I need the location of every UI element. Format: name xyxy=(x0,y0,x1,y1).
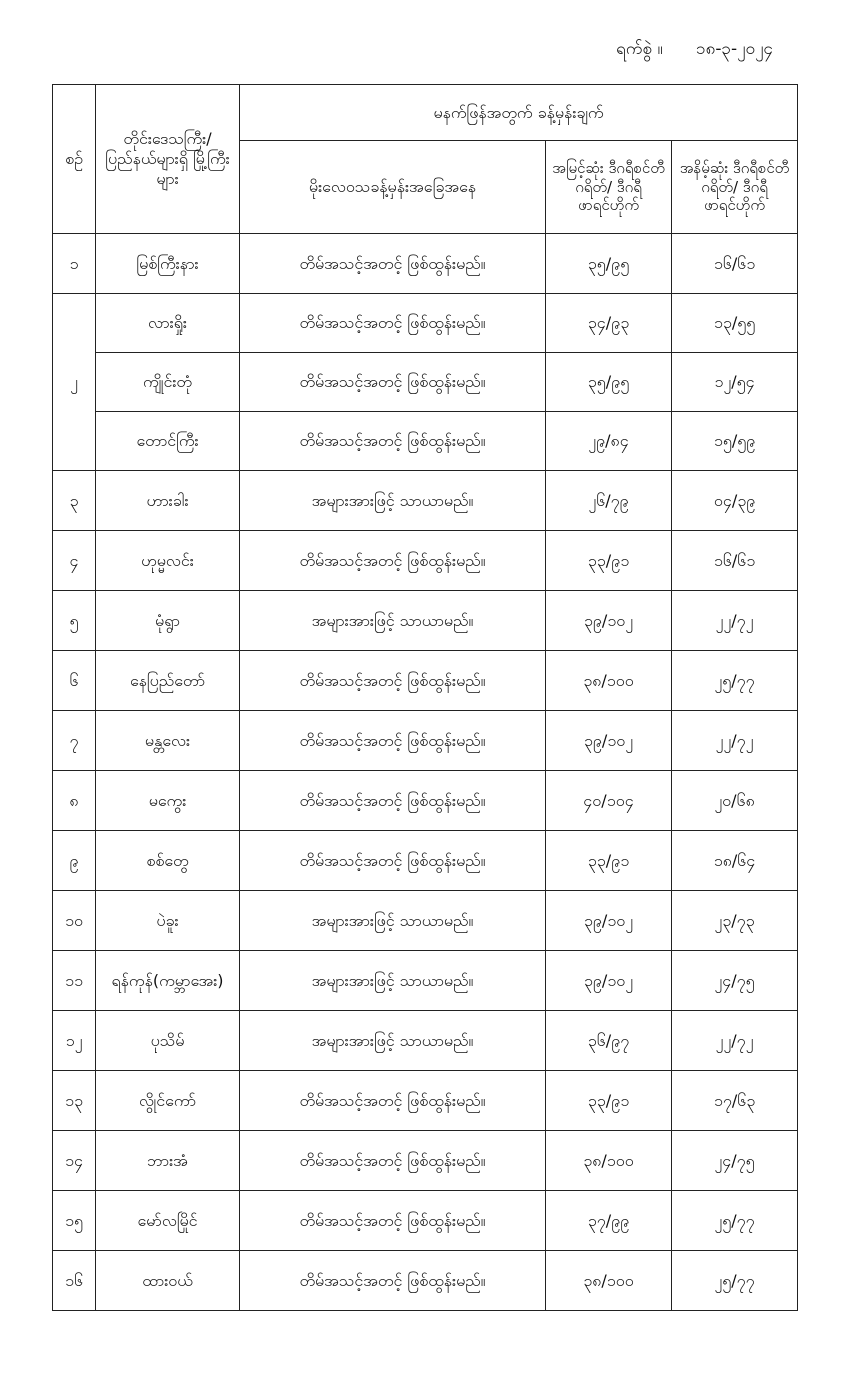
weather-condition: အများအားဖြင့် သာယာမည်။ xyxy=(240,471,546,531)
city-name: တောင်ကြီး xyxy=(96,412,240,471)
col-header-region: တိုင်းဒေသကြီး/ ပြည်နယ်များရှိ မြို့ကြီးများ xyxy=(96,85,240,234)
min-temp: ၂၄/၇၅ xyxy=(672,1131,798,1191)
weather-condition: အများအားဖြင့် သာယာမည်။ xyxy=(240,1011,546,1071)
city-name: မော်လမြိုင် xyxy=(96,1191,240,1251)
weather-condition: တိမ်အသင့်အတင့် ဖြစ်ထွန်းမည်။ xyxy=(240,1191,546,1251)
weather-condition: တိမ်အသင့်အတင့် ဖြစ်ထွန်းမည်။ xyxy=(240,1131,546,1191)
table-row xyxy=(53,471,798,531)
city-name: ထားဝယ် xyxy=(96,1251,240,1311)
min-temp: ၁၅/၅၉ xyxy=(672,412,798,471)
row-number: ၁၃ xyxy=(53,1071,96,1131)
city-name: မုံရွာ xyxy=(96,591,240,651)
city-name: ဟားခါး xyxy=(96,471,240,531)
row-number: ၁၁ xyxy=(53,951,96,1011)
city-name: လားရှိုး xyxy=(96,294,240,353)
city-name: မြစ်ကြီးနား xyxy=(96,234,240,294)
row-number: ၁၅ xyxy=(53,1191,96,1251)
table-row xyxy=(53,1071,798,1131)
max-temp: ၄၀/၁၀၄ xyxy=(546,771,672,831)
row-number: ၁ xyxy=(53,234,96,294)
col-header-condition: မိုးလေဝသခန့်မှန်းအခြေအနေ xyxy=(240,141,546,234)
row-number: ၁၆ xyxy=(53,1251,96,1311)
table-row xyxy=(53,234,798,294)
min-temp: ၂၄/၇၅ xyxy=(672,951,798,1011)
report-date-line xyxy=(588,38,773,63)
row-number: ၇ xyxy=(53,711,96,771)
report-date: ၁၈-၃-၂၀၂၄ xyxy=(696,39,773,59)
max-temp: ၃၃/၉၁ xyxy=(546,531,672,591)
col-header-max-temp: အမြင့်ဆုံး ဒီဂရီစင်တီဂရိတ်/ ဒီဂရီဖာရင်ဟိုက် xyxy=(546,141,672,234)
city-name: ရန်ကုန်(ကမ္ဘာအေး) xyxy=(96,951,240,1011)
weather-condition: အများအားဖြင့် သာယာမည်။ xyxy=(240,591,546,651)
table-row xyxy=(53,1191,798,1251)
table-row xyxy=(53,831,798,891)
row-number: ၅ xyxy=(53,591,96,651)
col-header-min-temp: အနိမ့်ဆုံး ဒီဂရီစင်တီဂရိတ်/ ဒီဂရီဖာရင်ဟိုက် xyxy=(672,141,798,234)
weather-condition: တိမ်အသင့်အတင့် ဖြစ်ထွန်းမည်။ xyxy=(240,412,546,471)
table-row xyxy=(53,412,798,471)
weather-condition: အများအားဖြင့် သာယာမည်။ xyxy=(240,891,546,951)
row-number: ၆ xyxy=(53,651,96,711)
table-row xyxy=(53,1011,798,1071)
weather-condition: တိမ်အသင့်အတင့် ဖြစ်ထွန်းမည်။ xyxy=(240,831,546,891)
max-temp: ၃၅/၉၅ xyxy=(546,353,672,412)
row-number: ၄ xyxy=(53,531,96,591)
weather-condition: တိမ်အသင့်အတင့် ဖြစ်ထွန်းမည်။ xyxy=(240,651,546,711)
min-temp: ၁၈/၆၄ xyxy=(672,831,798,891)
table-row xyxy=(53,591,798,651)
weather-condition: တိမ်အသင့်အတင့် ဖြစ်ထွန်းမည်။ xyxy=(240,294,546,353)
table-row xyxy=(53,531,798,591)
row-number: ၃ xyxy=(53,471,96,531)
row-number: ၈ xyxy=(53,771,96,831)
weather-condition: တိမ်အသင့်အတင့် ဖြစ်ထွန်းမည်။ xyxy=(240,531,546,591)
max-temp: ၃၉/၁၀၂ xyxy=(546,711,672,771)
min-temp: ၀၄/၃၉ xyxy=(672,471,798,531)
max-temp: ၃၉/၁၀၂ xyxy=(546,891,672,951)
weather-condition: တိမ်အသင့်အတင့် ဖြစ်ထွန်းမည်။ xyxy=(240,353,546,412)
max-temp: ၃၃/၉၁ xyxy=(546,831,672,891)
max-temp: ၃၉/၁၀၂ xyxy=(546,591,672,651)
min-temp: ၁၇/၆၃ xyxy=(672,1071,798,1131)
city-name: မန္တလေး xyxy=(96,711,240,771)
min-temp: ၂၂/၇၂ xyxy=(672,1011,798,1071)
table-row xyxy=(53,951,798,1011)
table-row xyxy=(53,294,798,353)
weather-condition: တိမ်အသင့်အတင့် ဖြစ်ထွန်းမည်။ xyxy=(240,711,546,771)
table-row xyxy=(53,771,798,831)
min-temp: ၁၆/၆၁ xyxy=(672,531,798,591)
weather-condition: တိမ်အသင့်အတင့် ဖြစ်ထွန်းမည်။ xyxy=(240,234,546,294)
min-temp: ၂၃/၇၃ xyxy=(672,891,798,951)
city-name: ပဲခူး xyxy=(96,891,240,951)
city-name: နေပြည်တော် xyxy=(96,651,240,711)
max-temp: ၃၇/၉၉ xyxy=(546,1191,672,1251)
row-number: ၁၂ xyxy=(53,1011,96,1071)
city-name: ဘားအံ xyxy=(96,1131,240,1191)
min-temp: ၂၀/၆၈ xyxy=(672,771,798,831)
min-temp: ၂၂/၇၂ xyxy=(672,711,798,771)
min-temp: ၁၃/၅၅ xyxy=(672,294,798,353)
min-temp: ၁၆/၆၁ xyxy=(672,234,798,294)
max-temp: ၃၈/၁၀၀ xyxy=(546,1131,672,1191)
max-temp: ၃၈/၁၀၀ xyxy=(546,1251,672,1311)
forecast-table xyxy=(52,84,798,1311)
date-label: ရက်စွဲ ။ xyxy=(616,39,663,59)
max-temp: ၃၆/၉၇ xyxy=(546,1011,672,1071)
city-name: ပုသိမ် xyxy=(96,1011,240,1071)
min-temp: ၁၂/၅၄ xyxy=(672,353,798,412)
row-number: ၂ xyxy=(53,294,96,471)
weather-condition: အများအားဖြင့် သာယာမည်။ xyxy=(240,951,546,1011)
row-number: ၉ xyxy=(53,831,96,891)
max-temp: ၃၉/၁၀၂ xyxy=(546,951,672,1011)
row-number: ၁၄ xyxy=(53,1131,96,1191)
table-row xyxy=(53,711,798,771)
city-name: လွိုင်ကော် xyxy=(96,1071,240,1131)
max-temp: ၃၈/၁၀၀ xyxy=(546,651,672,711)
city-name: ဟုမ္မလင်း xyxy=(96,531,240,591)
table-row xyxy=(53,891,798,951)
weather-condition: တိမ်အသင့်အတင့် ဖြစ်ထွန်းမည်။ xyxy=(240,1251,546,1311)
weather-condition: တိမ်အသင့်အတင့် ဖြစ်ထွန်းမည်။ xyxy=(240,1071,546,1131)
row-number: ၁၀ xyxy=(53,891,96,951)
max-temp: ၂၉/၈၄ xyxy=(546,412,672,471)
min-temp: ၂၅/၇၇ xyxy=(672,1191,798,1251)
table-row xyxy=(53,1251,798,1311)
col-header-forecast-group: မနက်ဖြန်အတွက် ခန့်မှန်းချက် xyxy=(240,85,798,141)
max-temp: ၃၃/၉၁ xyxy=(546,1071,672,1131)
min-temp: ၂၅/၇၇ xyxy=(672,651,798,711)
max-temp: ၃၅/၉၅ xyxy=(546,234,672,294)
col-header-no: စဉ် xyxy=(53,85,96,234)
city-name: မကွေး xyxy=(96,771,240,831)
city-name: စစ်တွေ xyxy=(96,831,240,891)
min-temp: ၂၂/၇၂ xyxy=(672,591,798,651)
weather-condition: တိမ်အသင့်အတင့် ဖြစ်ထွန်းမည်။ xyxy=(240,771,546,831)
table-row xyxy=(53,353,798,412)
city-name: ကျိုင်းတုံ xyxy=(96,353,240,412)
table-row xyxy=(53,651,798,711)
max-temp: ၃၄/၉၃ xyxy=(546,294,672,353)
min-temp: ၂၅/၇၇ xyxy=(672,1251,798,1311)
max-temp: ၂၆/၇၉ xyxy=(546,471,672,531)
table-row xyxy=(53,1131,798,1191)
